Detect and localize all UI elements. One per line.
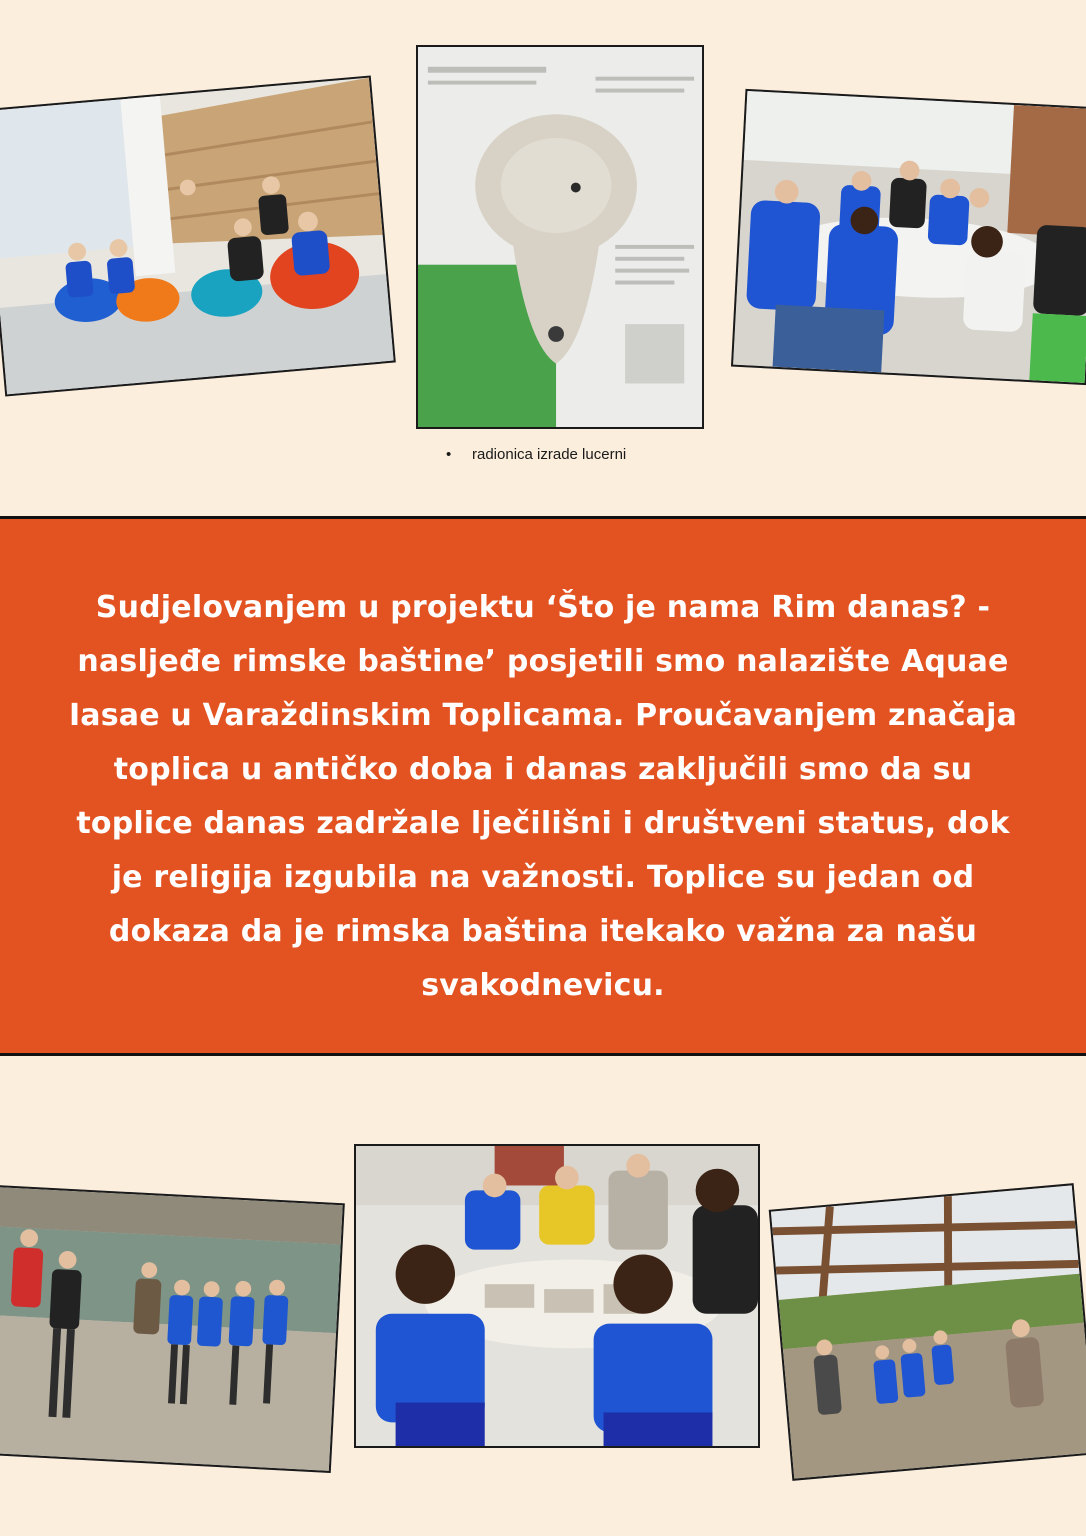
photo-caption (446, 446, 626, 463)
photo-thermal-pool (0, 1185, 345, 1473)
text-banner (0, 516, 1086, 1056)
photo-students-beanbags (0, 75, 396, 396)
photo-site-canopy (769, 1183, 1086, 1481)
photo-clay-lamp (416, 45, 704, 429)
banner-paragraph: Sudjelovanjem u projektu ‘Što je nama Rim danas? - nasljeđe rimske baštine’ posjetili smo nalazište Aquae Iasae u Varaždinskim Toplicama. Proučavanjem značaja toplica u antičko doba i danas zaključili smo da su toplice danas zadržale lječilišni i društveni status, dok je religija izgubila na važnosti. Toplice su jedan od dokaza da je rimska baština itekako važna za našu svakodnevicu. (68, 590, 1018, 1003)
caption-text: radionica izrade lucerni (472, 446, 627, 463)
photo-students-table (731, 89, 1086, 385)
bullet-icon: • (446, 446, 452, 463)
photo-workshop-table (354, 1144, 760, 1448)
